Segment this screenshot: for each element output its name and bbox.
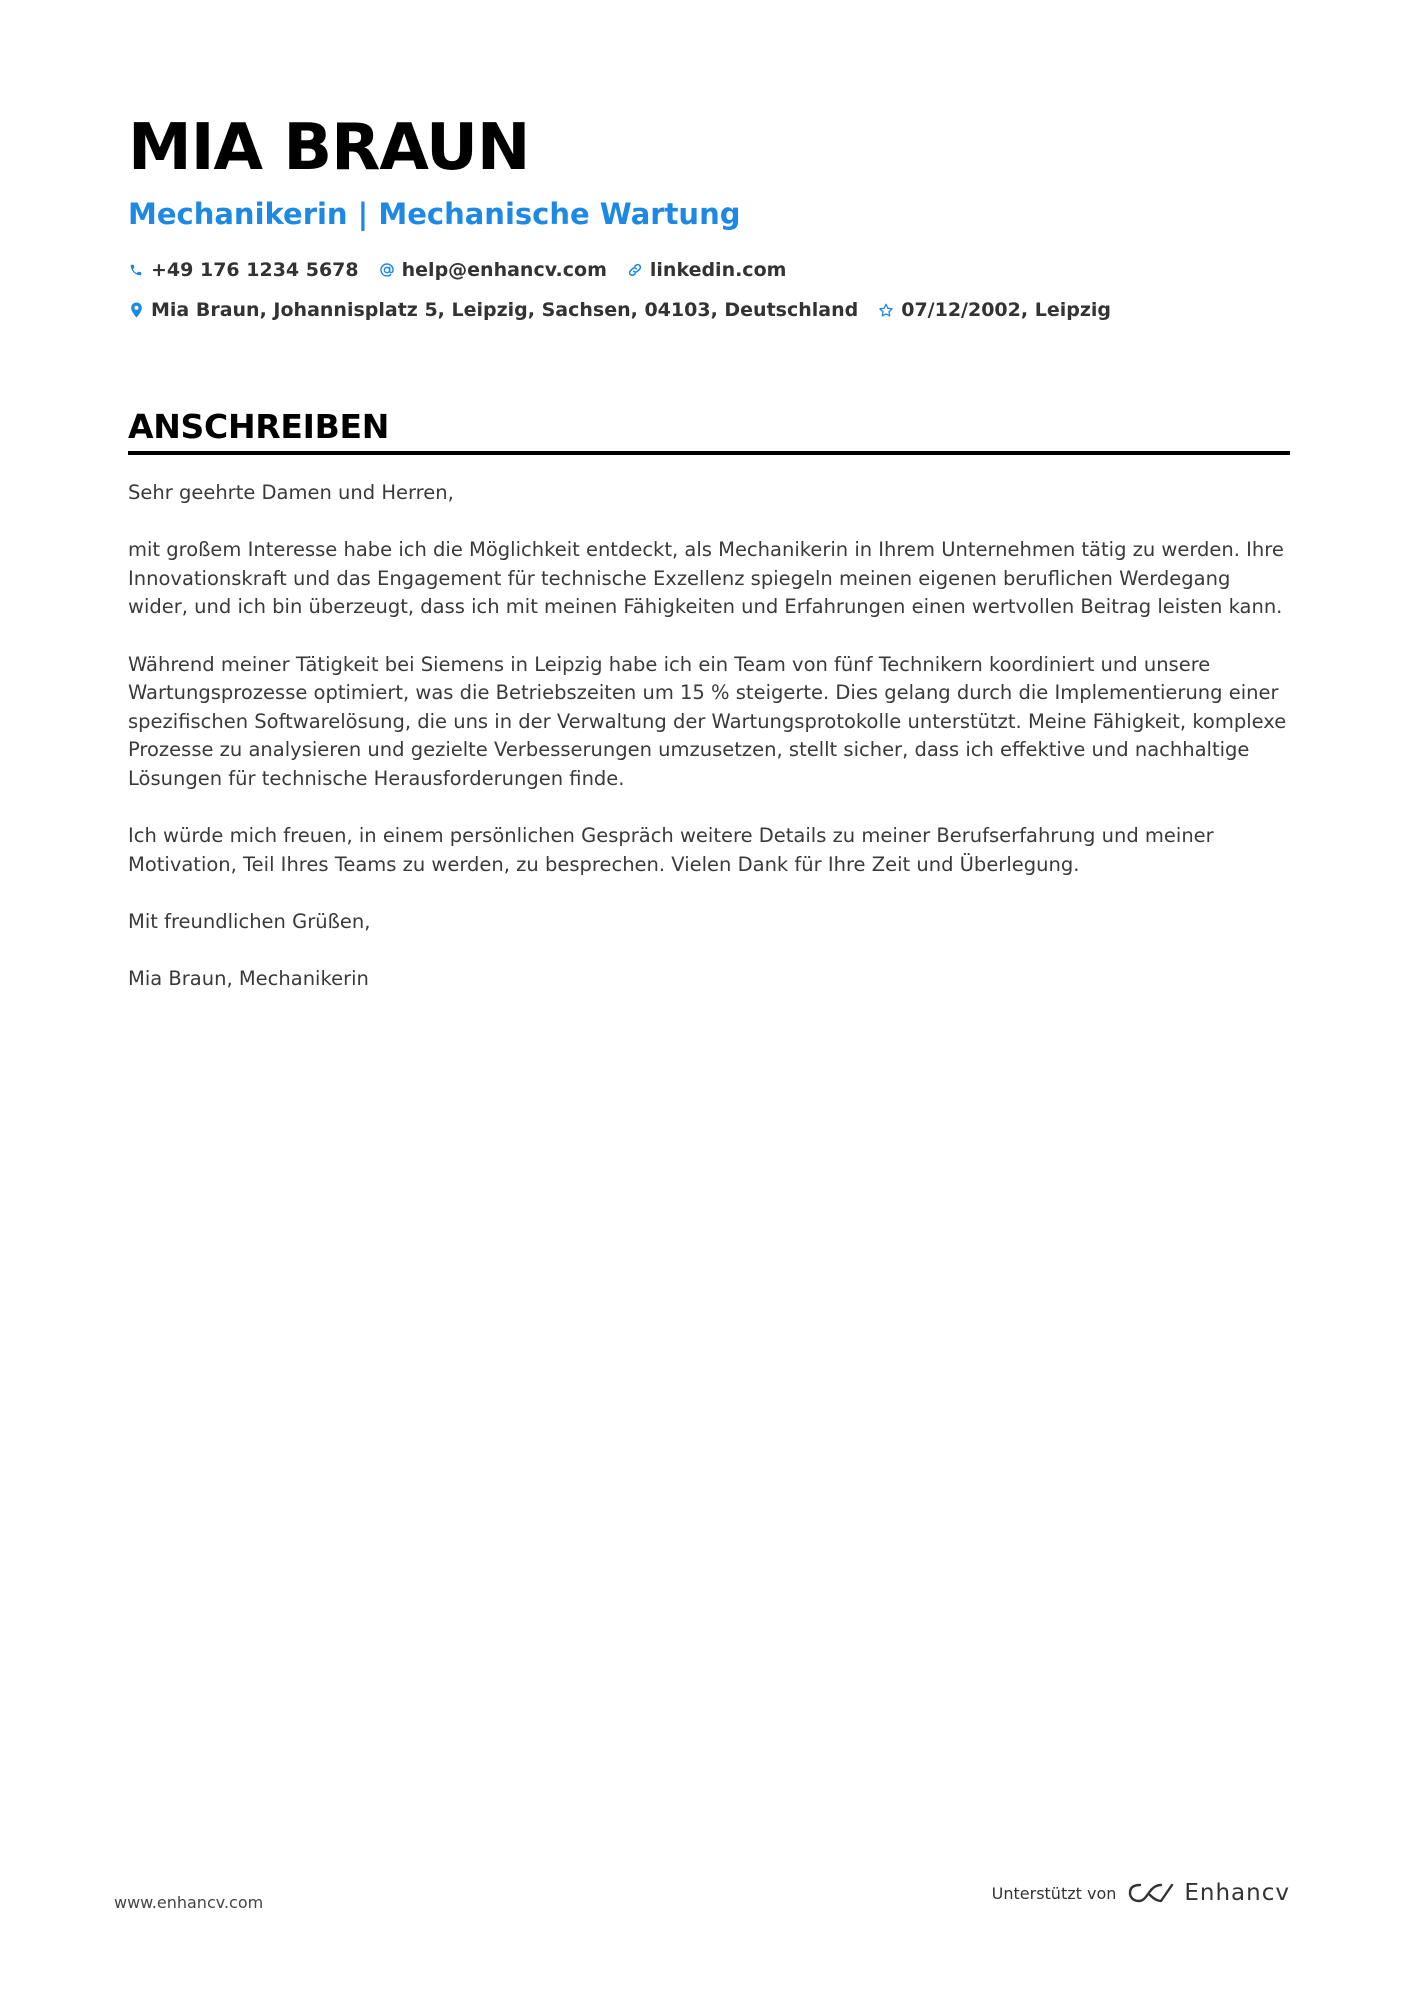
candidate-name: MIA BRAUN [128, 111, 530, 185]
star-icon [878, 301, 894, 319]
cover-letter-section [128, 405, 1290, 1022]
location-pin-icon [128, 301, 144, 319]
phone-icon [128, 261, 144, 279]
link-icon [627, 261, 643, 279]
footer-branding [992, 1880, 1290, 1906]
enhancv-logo-icon [1128, 1881, 1174, 1905]
letter-closing: Mit freundlichen Grüßen, [128, 909, 371, 933]
letter-body [128, 479, 1290, 994]
at-icon [379, 261, 395, 279]
contact-address-text: Mia Braun, Johannisplatz 5, Leipzig, Sachsen, 04103, Deutschland [151, 299, 859, 321]
contact-phone [128, 259, 359, 281]
letter-salutation: Sehr geehrte Damen und Herren, [128, 481, 454, 504]
contact-birth [878, 299, 1111, 321]
contact-email[interactable] [379, 259, 607, 281]
letter-signature: Mia Braun, Mechanikerin [128, 967, 369, 991]
section-divider [128, 451, 1290, 455]
contact-row-2 [128, 296, 1288, 324]
footer-website[interactable]: www.enhancv.com [114, 1893, 264, 1912]
contact-email-text[interactable]: help@enhancv.com [401, 259, 607, 281]
header [128, 110, 1288, 324]
powered-by-text: Unterstützt von [991, 1883, 1117, 1903]
contact-address [128, 299, 858, 321]
brand-name: Enhancv [1184, 1880, 1290, 1906]
letter-paragraph: Ich würde mich freuen, in einem persönlichen Gespräch weitere Details zu meiner Berufserfahrung und meiner Motivation, Teil Ihres Teams zu werden, zu besprechen. Vielen Dank für Ihre Zeit und Überlegung. [128, 824, 1214, 876]
contact-birth-text: 07/12/2002, Leipzig [901, 299, 1111, 321]
contact-linkedin[interactable] [627, 259, 787, 281]
letter-paragraph: mit großem Interesse habe ich die Möglichkeit entdeckt, als Mechanikerin in Ihrem Unternehmen tätig zu werden. Ihre Innovationskraft und das Engagement für technische Exzellenz spiegeln meinen eigenen beruflichen Werdegang wider, und ich bin überzeugt, dass ich mit meinen Fähigkeiten und Erfahrungen einen wertvollen Beitrag leisten kann. [128, 538, 1284, 619]
candidate-title: Mechanikerin | Mechanische Wartung [128, 197, 741, 231]
contact-linkedin-text[interactable]: linkedin.com [649, 259, 787, 281]
contact-phone-text: +49 176 1234 5678 [151, 259, 359, 281]
section-title: ANSCHREIBEN [128, 407, 390, 446]
letter-paragraph: Während meiner Tätigkeit bei Siemens in Leipzig habe ich ein Team von fünf Technikern koordiniert und unsere Wartungsprozesse optimiert, was die Betriebszeiten um 15 % steigerte. Dies gelang durch die Implementierung einer spezifischen Softwarelösung, die uns in der Verwaltung der Wartungsprotokolle unterstützt. Meine Fähigkeit, komplexe Prozesse zu analysieren und gezielte Verbesserungen umzusetzen, stellt sicher, dass ich effektive und nachhaltige Lösungen für technische Herausforderungen finde. [128, 652, 1287, 790]
contact-row-1 [128, 256, 1288, 284]
